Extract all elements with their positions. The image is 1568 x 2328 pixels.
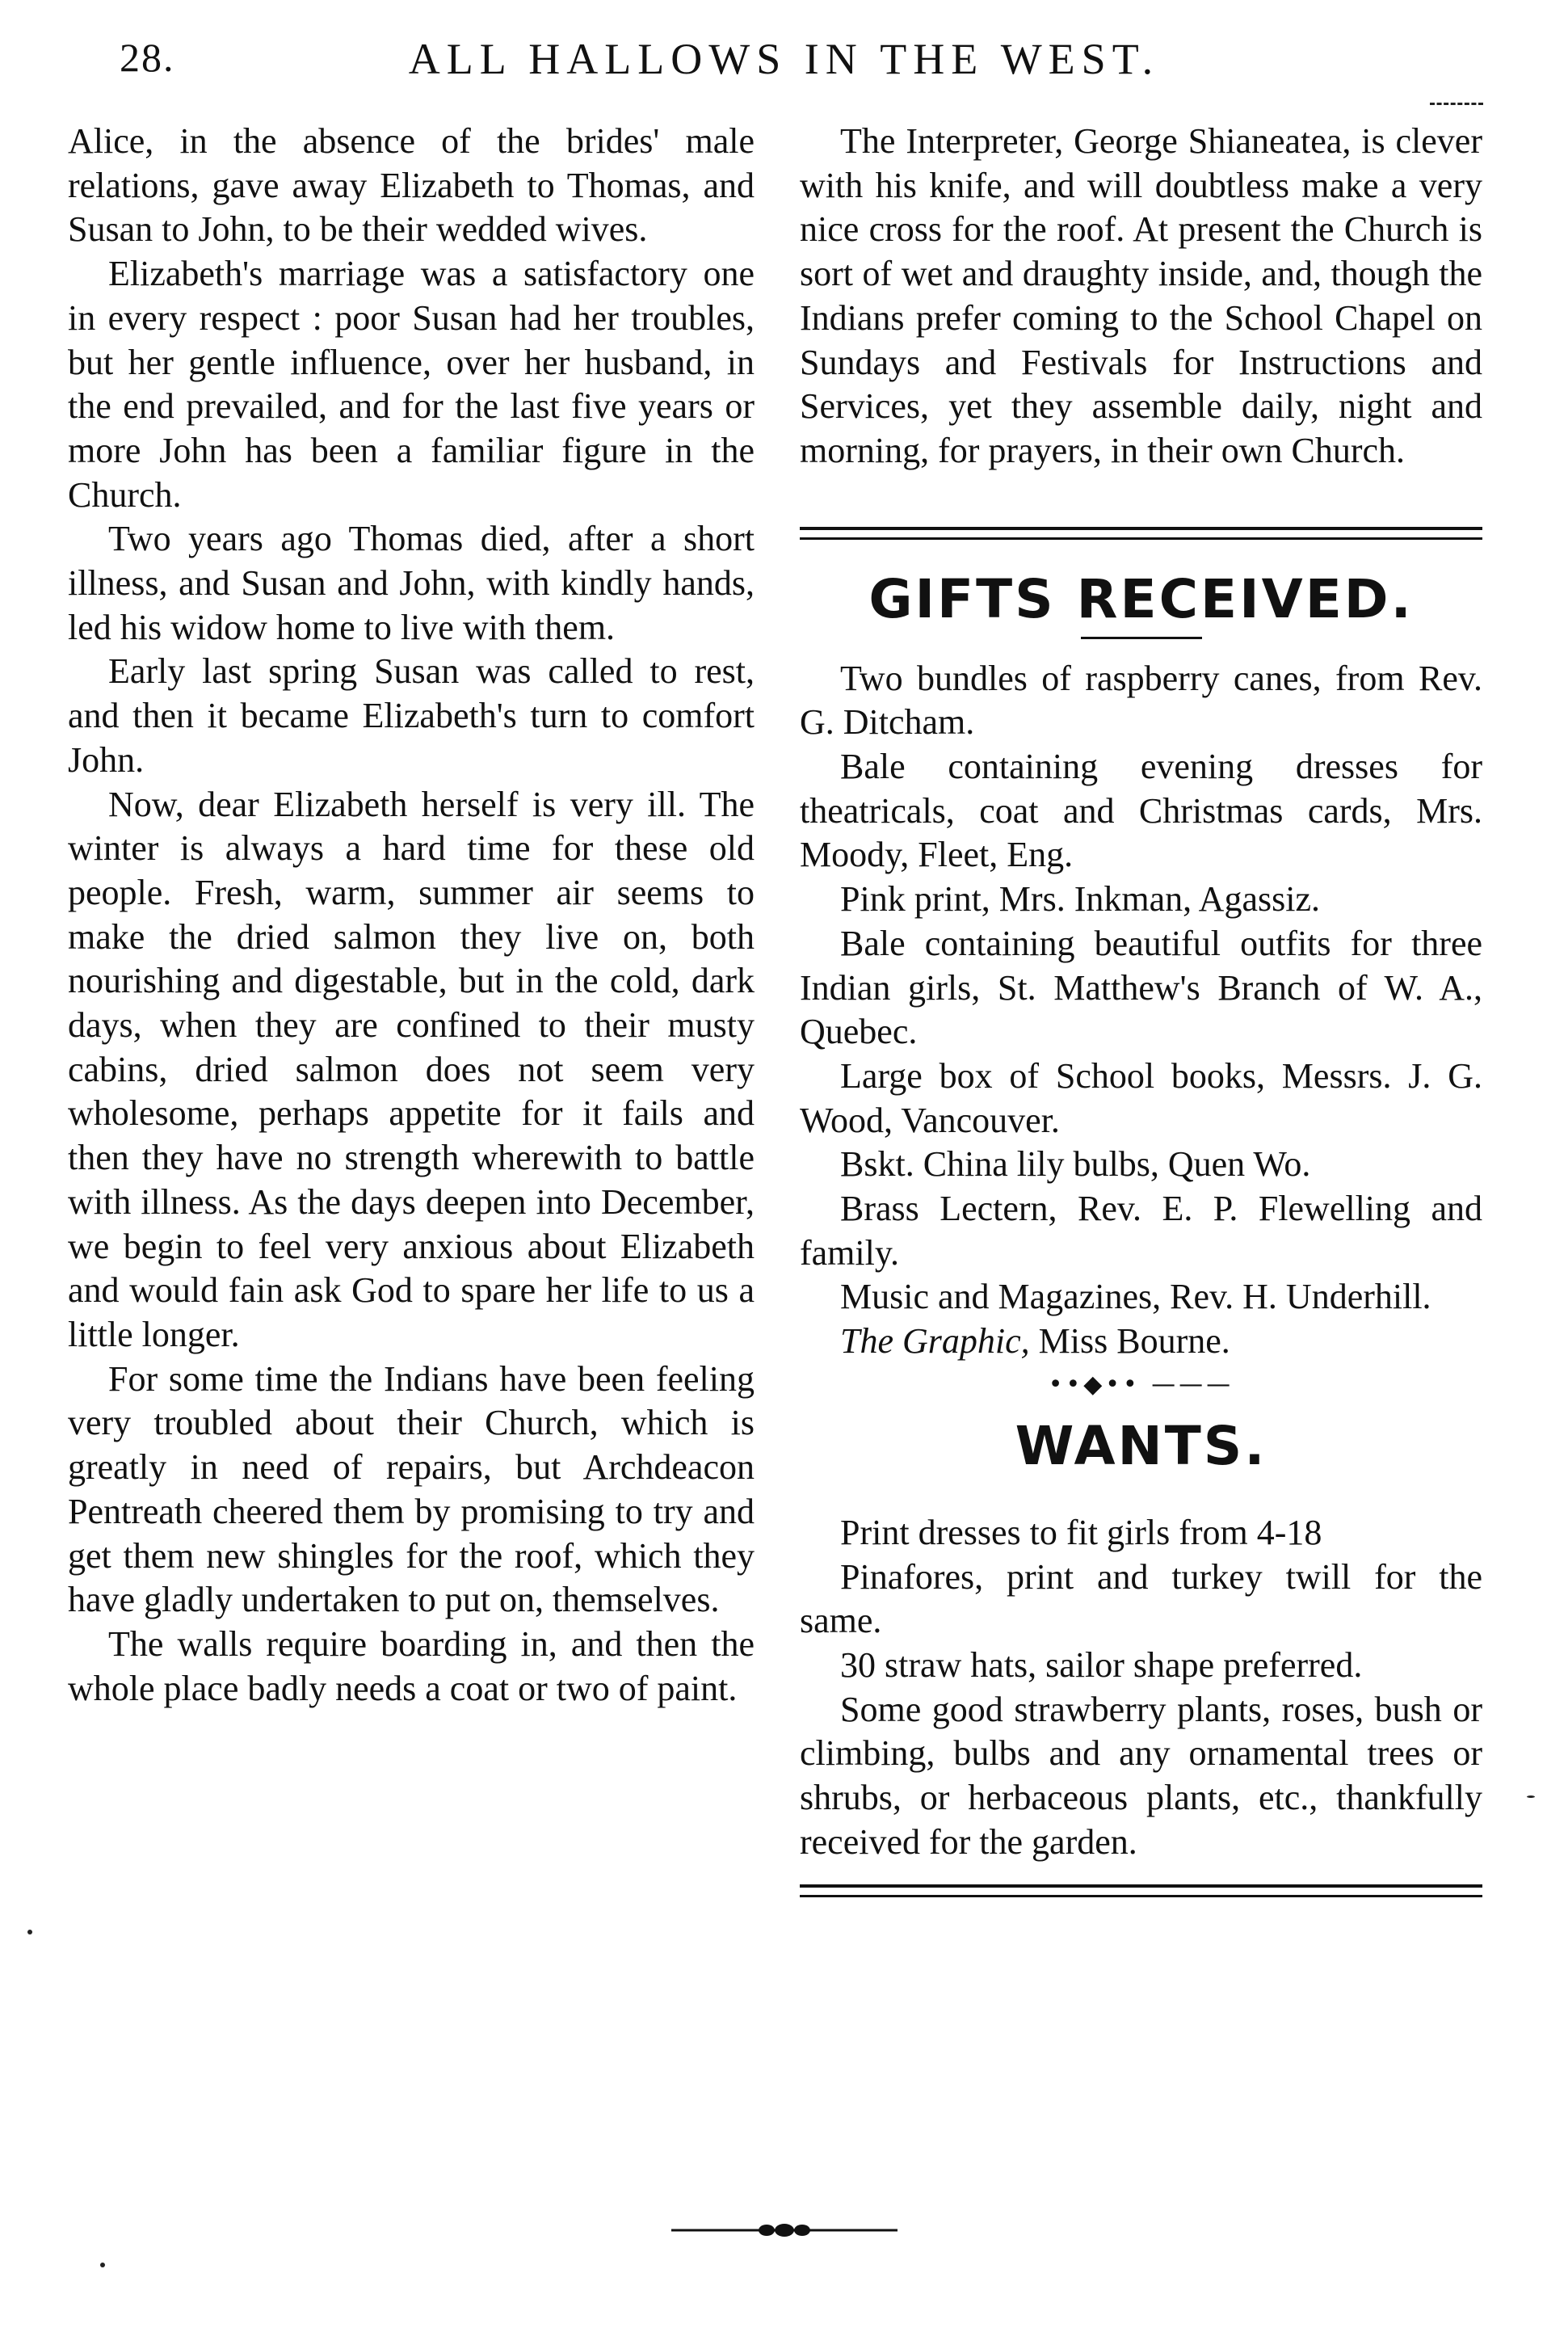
- paragraph: Elizabeth's marriage was a satisfactory one in every respect : poor Susan had her troubles, but her gentle influence, over her husband, in the end prevailed, and for the last five years or more John has been a familiar figure in the Church.: [68, 254, 755, 515]
- list-item: Large box of School books, Messrs. J. G. Wood, Vancouver.: [800, 1055, 1482, 1140]
- paragraph: Now, dear Elizabeth herself is very ill. The winter is always a hard time for these old people. Fresh, warm, summer air seems to make the dried salmon they live on, both nourishing and digestable, but in the cold, dark days, when they are confined to their musty cabins, dried salmon does not seem very wholesome, perhaps appetite for it fails and then they have no strength wherewith to battle with illness. As the days deepen into December, we begin to feel very anxious about Elizabeth and would fain ask God to spare her life to us a little longer.: [68, 784, 755, 1354]
- footer-ornament: [0, 2218, 1568, 2246]
- list-item: 30 straw hats, sailor shape preferred.: [840, 1644, 1363, 1685]
- list-item: Bale containing beautiful outfits for three Indian girls, St. Matthew's Branch of W. A., Quebec.: [800, 923, 1482, 1052]
- wants-heading: WANTS.: [1015, 1414, 1267, 1477]
- double-rule-divider: [800, 527, 1482, 540]
- list-item: [800, 1320, 1482, 1364]
- left-column: [68, 120, 755, 1711]
- paragraph: Two years ago Thomas died, after a short illness, and Susan and John, with kindly hands, led his widow home to live with them.: [68, 519, 755, 647]
- wants-list: [800, 1511, 1482, 1865]
- list-item: Print dresses to fit girls from 4-18: [840, 1512, 1322, 1552]
- print-speck: [100, 2263, 105, 2267]
- header-dash-divider: [1430, 103, 1483, 108]
- footer-ornament-icon: [663, 2218, 906, 2242]
- list-item: Music and Magazines, Rev. H. Underhill.: [840, 1277, 1431, 1317]
- list-item: Pink print, Mrs. Inkman, Agassiz.: [840, 879, 1320, 920]
- list-item: Brass Lectern, Rev. E. P. Flewelling and family.: [800, 1189, 1482, 1273]
- right-column: [800, 120, 1482, 1897]
- print-speck: [27, 1930, 32, 1934]
- paragraph: The walls require boarding in, and then the whole place badly needs a coat or two of paint.: [68, 1623, 755, 1708]
- paragraph: Early last spring Susan was called to rest, and then it became Elizabeth's turn to comfort John.: [68, 651, 755, 780]
- paragraph: For some time the Indians have been feeling very troubled about their Church, which is greatly in need of repairs, but Archdeacon Pentreath cheered them by promising to try and get them new shingles for the roof, which they have gladly undertaken to put on, themselves.: [68, 1358, 755, 1620]
- gifts-received-heading: GIFTS RECEIVED.: [868, 567, 1414, 630]
- heading-underline: [1081, 637, 1202, 639]
- list-item: Some good strawberry plants, roses, bush or climbing, bulbs and any ornamental trees or shrubs, or herbaceous plants, etc., thankfully received for the garden.: [800, 1689, 1482, 1862]
- ornament-divider: ••◆•• ———: [1048, 1370, 1234, 1399]
- print-speck: [1527, 1795, 1535, 1798]
- list-item: Two bundles of raspberry canes, from Rev. G. Ditcham.: [800, 658, 1482, 743]
- double-rule-divider: [800, 1884, 1482, 1897]
- page-header: [0, 34, 1568, 99]
- paragraph: Alice, in the absence of the brides' male relations, gave away Elizabeth to Thomas, and Susan to John, to be their wedded wives.: [68, 121, 755, 250]
- paragraph: The Interpreter, George Shianeatea, is clever with his knife, and will doubtless make a very nice cross for the roof. At present the Church is sort of wet and draughty inside, and, though the Indians prefer coming to the School Chapel on Sundays and Festivals for Instructions and Services, yet they assemble daily, night and morning, for prayers, in their own Church.: [800, 121, 1482, 470]
- list-item: Bale containing evening dresses for theatricals, coat and Christmas cards, Mrs. Moody, Fleet, Eng.: [800, 747, 1482, 875]
- gifts-list: [800, 657, 1482, 1364]
- donor-name: Miss Bourne.: [1029, 1321, 1230, 1362]
- list-item: Bskt. China lily bulbs, Quen Wo.: [840, 1144, 1311, 1185]
- publication-title: The Graphic,: [840, 1321, 1030, 1362]
- running-title: ALL HALLOWS IN THE WEST.: [408, 35, 1160, 83]
- list-item: Pinafores, print and turkey twill for the same.: [800, 1556, 1482, 1641]
- page-number: 28.: [120, 35, 175, 80]
